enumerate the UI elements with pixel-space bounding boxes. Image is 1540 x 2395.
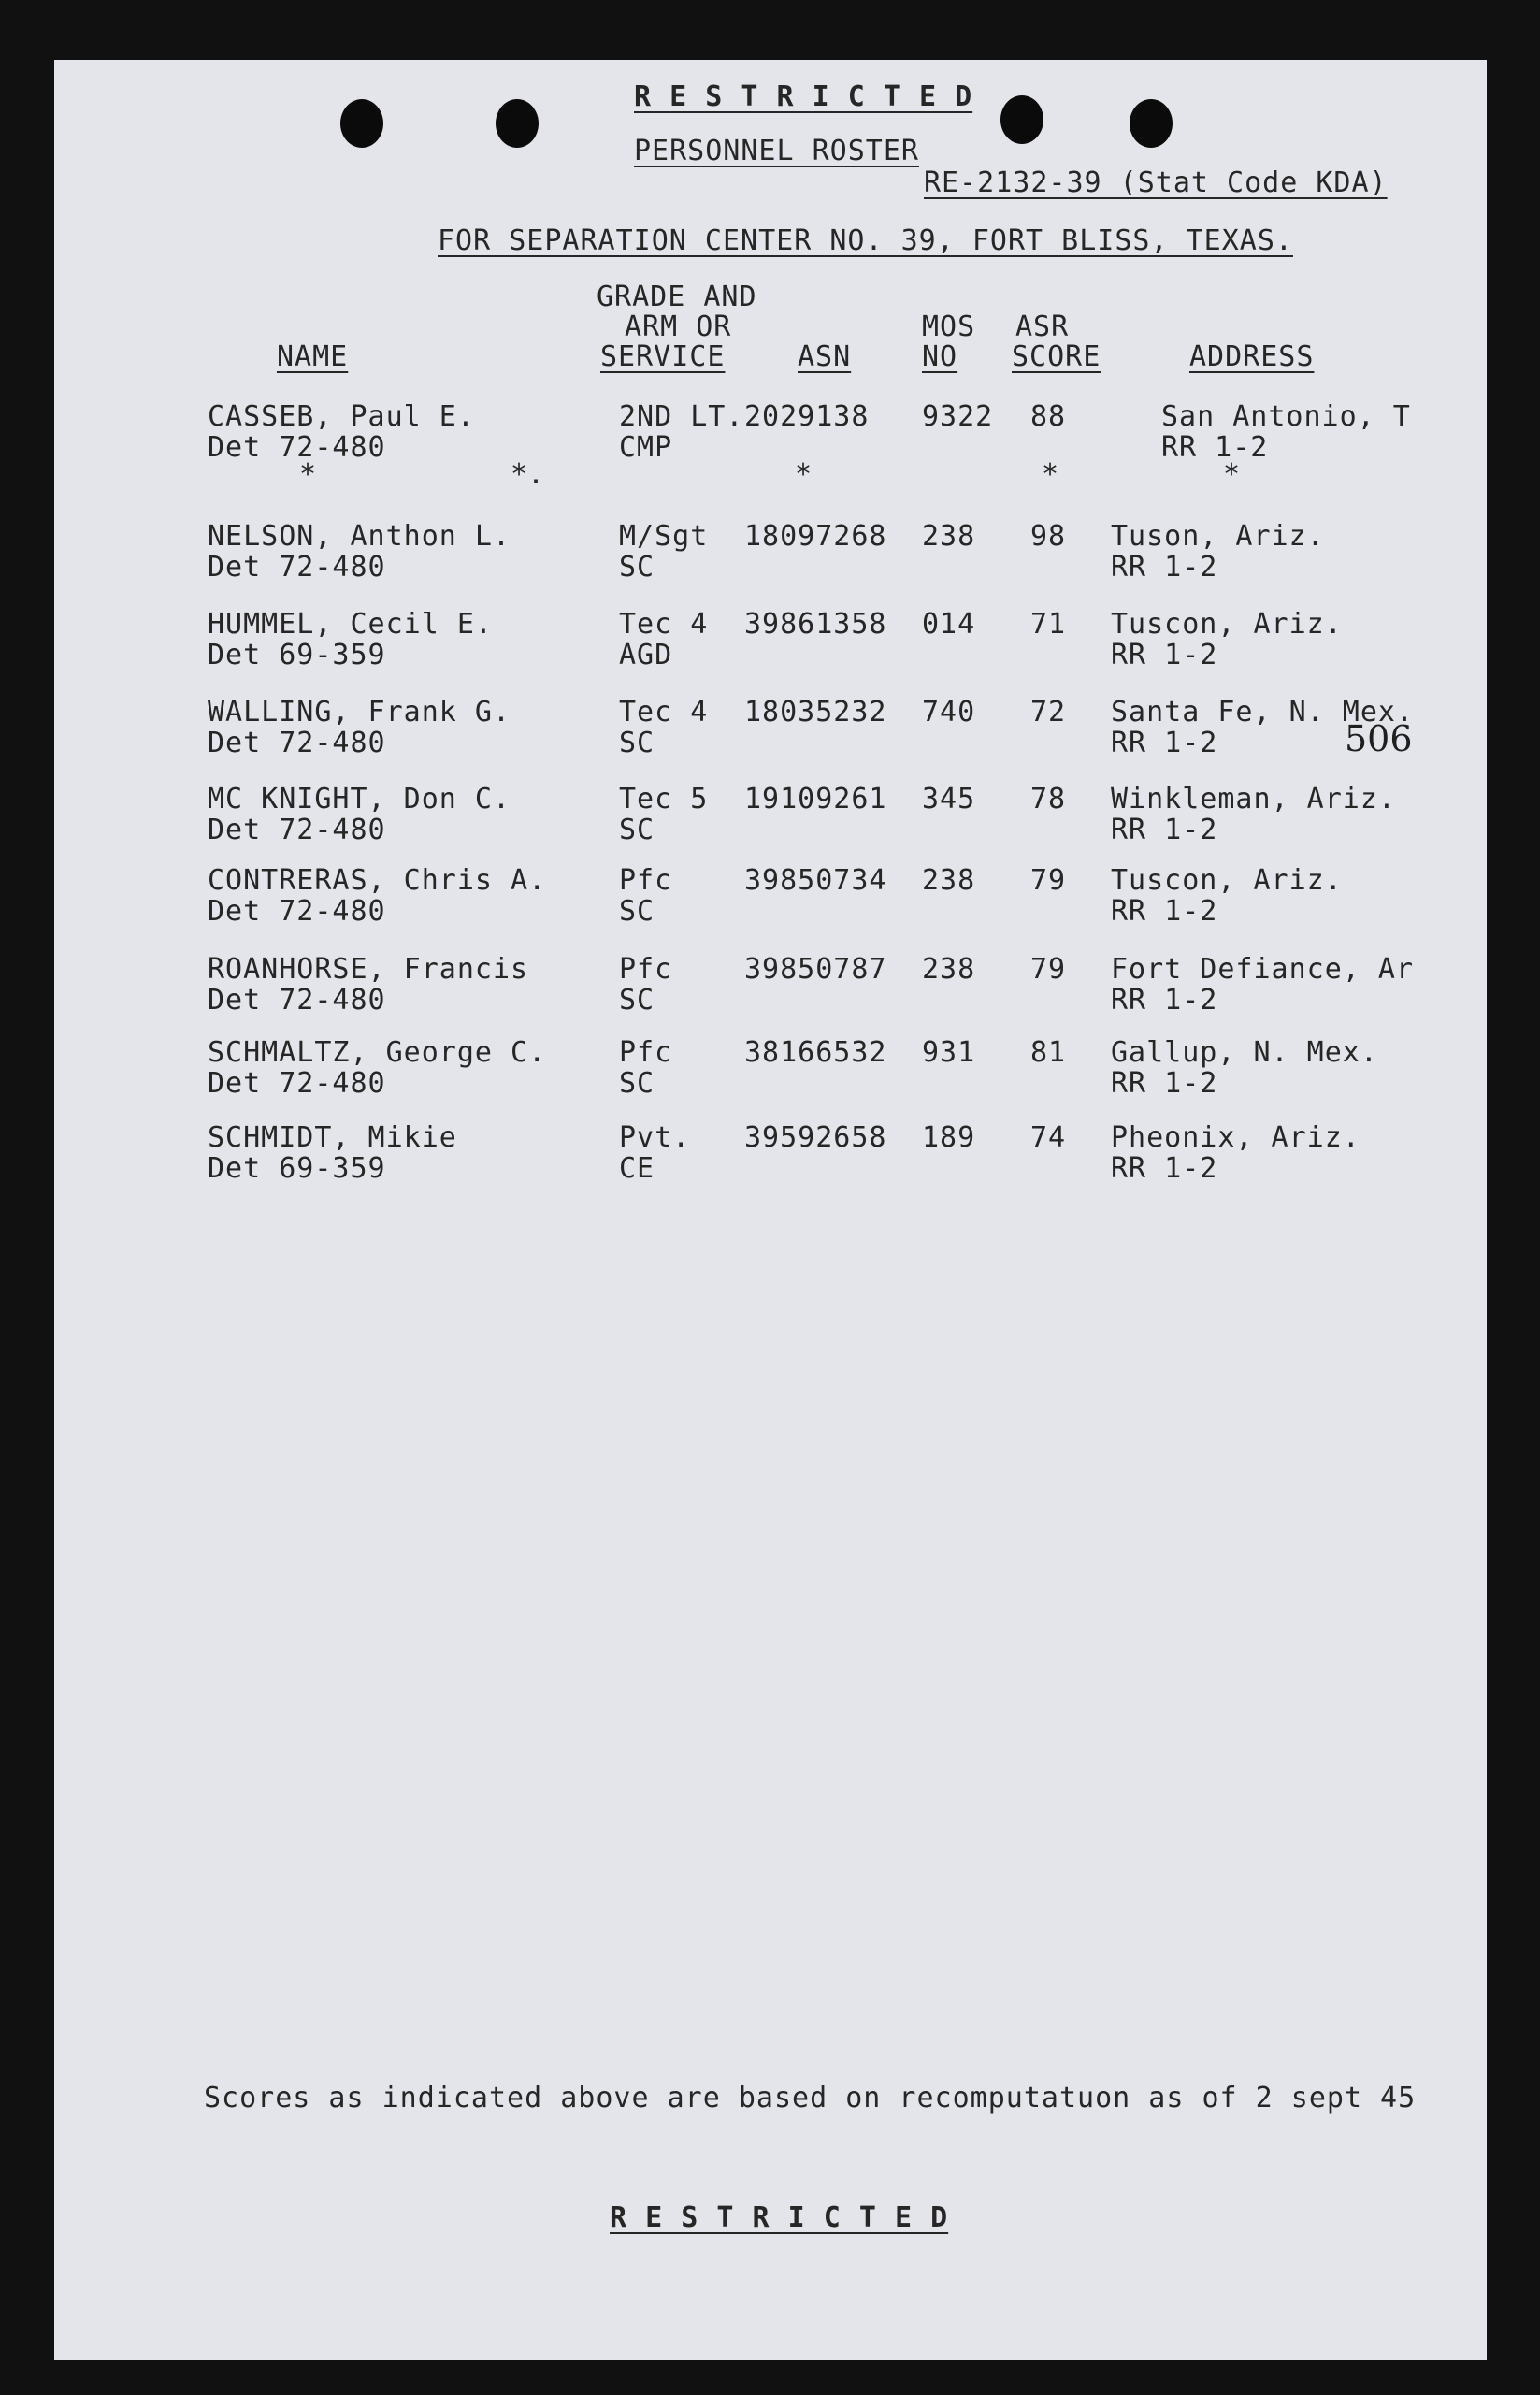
row-asr-score: 88 [1030, 400, 1067, 433]
row-rr: RR 1-2 [1111, 1152, 1218, 1185]
row-address: Pheonix, Ariz. [1111, 1121, 1360, 1154]
column-header-mos-line1: MOS [922, 310, 976, 343]
row-address: Tuson, Ariz. [1111, 520, 1325, 553]
row-grade: Pfc [619, 953, 673, 986]
punch-hole [340, 99, 383, 148]
document-page [54, 60, 1487, 2360]
roster-title: PERSONNEL ROSTER [634, 135, 919, 167]
row-rr: RR 1-2 [1111, 895, 1218, 928]
row-detachment: Det 72-480 [208, 984, 386, 1017]
row-asn: 19109261 [744, 783, 887, 815]
page-number: 506 [1345, 718, 1413, 759]
footer-note: Scores as indicated above are based on recomputatuon as of 2 sept 45 [204, 2082, 1417, 2114]
row-name: NELSON, Anthon L. [208, 520, 511, 553]
row-detachment: Det 72-480 [208, 895, 386, 928]
row-name: WALLING, Frank G. [208, 696, 511, 729]
row-asn: 39861358 [744, 608, 887, 641]
row-rr: RR 1-2 [1111, 727, 1218, 759]
row-rr: RR 1-2 [1111, 814, 1218, 846]
row-service: SC [619, 1067, 655, 1100]
row-asr-score: 79 [1030, 953, 1067, 986]
row-asn: 2029138 [744, 400, 870, 433]
row-rr: RR 1-2 [1161, 431, 1269, 464]
row-detachment: Det 72-480 [208, 431, 386, 464]
row-mos-number: 931 [922, 1036, 976, 1069]
column-header-asr-line1: ASR [1015, 310, 1070, 343]
row-grade: M/Sgt [619, 520, 709, 553]
asterisk-mark: * [299, 458, 317, 491]
column-header-name: NAME [277, 340, 349, 373]
row-name: MC KNIGHT, Don C. [208, 783, 511, 815]
row-asr-score: 71 [1030, 608, 1067, 641]
column-header-asn: ASN [798, 340, 852, 373]
row-asn: 39850787 [744, 953, 887, 986]
column-header-grade-line1: GRADE AND [597, 281, 757, 313]
row-service: SC [619, 727, 655, 759]
row-name: CASSEB, Paul E. [208, 400, 475, 433]
row-asr-score: 79 [1030, 864, 1067, 897]
row-detachment: Det 72-480 [208, 551, 386, 584]
row-service: SC [619, 984, 655, 1017]
row-mos-number: 345 [922, 783, 976, 815]
row-mos-number: 238 [922, 864, 976, 897]
row-detachment: Det 72-480 [208, 1067, 386, 1100]
row-grade: Tec 4 [619, 696, 709, 729]
separation-center-title: FOR SEPARATION CENTER NO. 39, FORT BLISS, TEXAS. [438, 224, 1293, 257]
row-name: SCHMIDT, Mikie [208, 1121, 457, 1154]
column-header-address: ADDRESS [1189, 340, 1315, 373]
row-detachment: Det 69-359 [208, 1152, 386, 1185]
row-name: SCHMALTZ, George C. [208, 1036, 547, 1069]
roster-code: RE-2132-39 (Stat Code KDA) [924, 166, 1388, 199]
row-asn: 18035232 [744, 696, 887, 729]
row-name: HUMMEL, Cecil E. [208, 608, 493, 641]
row-service: SC [619, 814, 655, 846]
punch-hole [496, 99, 539, 148]
row-mos-number: 014 [922, 608, 976, 641]
row-name: CONTRERAS, Chris A. [208, 864, 547, 897]
column-header-asr-line2: SCORE [1012, 340, 1101, 373]
row-grade: Pfc [619, 864, 673, 897]
classification-footer: R E S T R I C T E D [610, 2201, 949, 2234]
column-header-mos-line2: NO [922, 340, 958, 373]
row-grade: 2ND LT. [619, 400, 744, 433]
row-address: Fort Defiance, Ar [1111, 953, 1415, 986]
row-asr-score: 72 [1030, 696, 1067, 729]
row-detachment: Det 69-359 [208, 639, 386, 671]
row-service: CMP [619, 431, 673, 464]
row-detachment: Det 72-480 [208, 727, 386, 759]
column-header-grade-line3: SERVICE [600, 340, 726, 373]
row-grade: Pfc [619, 1036, 673, 1069]
punch-hole [1130, 99, 1173, 148]
row-asr-score: 78 [1030, 783, 1067, 815]
row-asn: 39850734 [744, 864, 887, 897]
row-address: Tuscon, Ariz. [1111, 864, 1343, 897]
row-mos-number: 238 [922, 520, 976, 553]
row-grade: Tec 5 [619, 783, 709, 815]
row-address: Tuscon, Ariz. [1111, 608, 1343, 641]
punch-hole [1000, 95, 1043, 144]
asterisk-mark: * [1042, 458, 1059, 491]
row-mos-number: 740 [922, 696, 976, 729]
row-mos-number: 238 [922, 953, 976, 986]
row-asn: 38166532 [744, 1036, 887, 1069]
row-asr-score: 74 [1030, 1121, 1067, 1154]
row-service: CE [619, 1152, 655, 1185]
row-asr-score: 98 [1030, 520, 1067, 553]
asterisk-mark: * [795, 458, 813, 491]
row-address: Winkleman, Ariz. [1111, 783, 1396, 815]
row-mos-number: 9322 [922, 400, 994, 433]
row-grade: Tec 4 [619, 608, 709, 641]
row-mos-number: 189 [922, 1121, 976, 1154]
classification-header: R E S T R I C T E D [634, 80, 973, 113]
column-header-grade-line2: ARM OR [625, 310, 732, 343]
row-rr: RR 1-2 [1111, 639, 1218, 671]
row-address: Santa Fe, N. Mex. [1111, 696, 1415, 729]
asterisk-mark: * [1223, 458, 1241, 491]
row-asn: 39592658 [744, 1121, 887, 1154]
row-asr-score: 81 [1030, 1036, 1067, 1069]
row-detachment: Det 72-480 [208, 814, 386, 846]
row-name: ROANHORSE, Francis [208, 953, 529, 986]
row-asn: 18097268 [744, 520, 887, 553]
row-rr: RR 1-2 [1111, 984, 1218, 1017]
row-rr: RR 1-2 [1111, 1067, 1218, 1100]
row-service: SC [619, 551, 655, 584]
row-service: AGD [619, 639, 673, 671]
row-rr: RR 1-2 [1111, 551, 1218, 584]
row-address: Gallup, N. Mex. [1111, 1036, 1378, 1069]
asterisk-mark: *. [511, 458, 545, 491]
row-address: San Antonio, T [1161, 400, 1411, 433]
row-grade: Pvt. [619, 1121, 691, 1154]
row-service: SC [619, 895, 655, 928]
